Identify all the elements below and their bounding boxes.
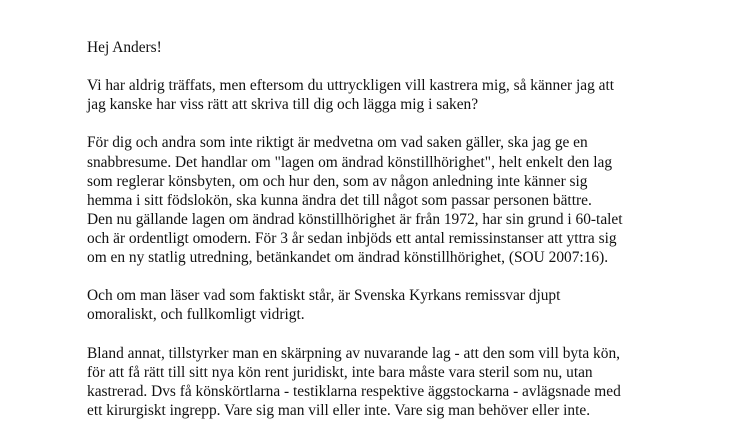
paragraph-intro [87, 76, 727, 114]
text-line: om en ny statlig utredning, betänkandet om ändrad könstillhörighet, (SOU 2007:16). [87, 249, 609, 267]
text-line: och är ordentligt omodern. För 3 år sedan inbjöds ett antal remissinstanser att yttra sig [87, 229, 617, 247]
text-line: kastrerad. Dvs få könskörtlarna - testiklarna respektive äggstockarna - avlägsnade med [87, 382, 621, 400]
text-line: För dig och andra som inte riktigt är medvetna om vad saken gäller, ska jag ge en [87, 134, 588, 152]
paragraph-details [87, 344, 727, 420]
text-line: Hej Anders! [87, 39, 162, 56]
text-line: för att få rätt till sitt nya kön rent juridiskt, inte bara måste vara steril som nu, utan [87, 363, 593, 381]
text-line: hemma i sitt födslokön, ska kunna ändra det till något som passar personen bättre. [87, 191, 592, 209]
text-line: Bland annat, tillstyrker man en skärpning av nuvarande lag - att den som vill byta kön, [87, 344, 620, 362]
paragraph-background [87, 133, 727, 267]
text-line: Och om man läser vad som faktiskt står, är Svenska Kyrkans remissvar djupt [87, 287, 561, 305]
text-line: Vi har aldrig träffats, men eftersom du uttryckligen vill kastrera mig, så känner jag att [87, 77, 615, 95]
paragraph-opinion [87, 286, 727, 324]
text-line: ett kirurgiskt ingrepp. Vare sig man vill eller inte. Vare sig man behöver eller inte. [87, 401, 591, 419]
text-line: omoraliskt, och fullkomligt vidrigt. [87, 306, 305, 324]
text-line: snabbresume. Det handlar om "lagen om ändrad könstillhörighet", helt enkelt den lag [87, 153, 613, 171]
text-line: jag kanske har viss rätt att skriva till dig och lägga mig i saken? [87, 96, 479, 114]
text-line: som reglerar könsbyten, om och hur den, som av någon anledning inte känner sig [87, 172, 588, 190]
letter-greeting [87, 38, 727, 57]
letter-body [87, 38, 727, 439]
text-line: Den nu gällande lagen om ändrad könstillhörighet är från 1972, har sin grund i 60-talet [87, 210, 623, 228]
